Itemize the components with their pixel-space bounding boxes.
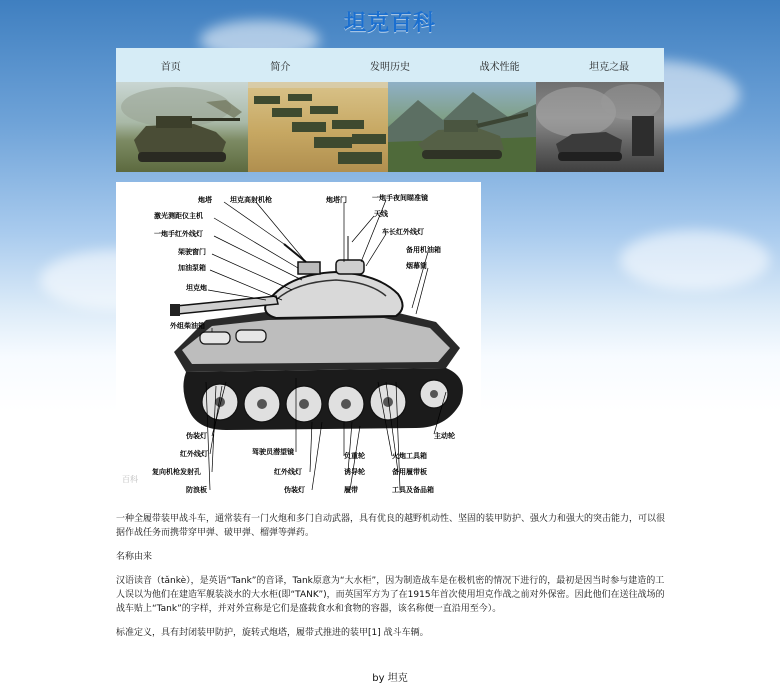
intro-paragraph: 一种全履带装甲战斗车，通常装有一门火炮和多门自动武器，具有优良的越野机动性、坚固的装甲防护、强火力和强大的突击能力，可以很据作战任务而携带穿甲弹、破甲弹、榴弹等弹药。 bbox=[116, 514, 666, 538]
label-ir-light: 红外线灯 bbox=[180, 449, 208, 458]
main-nav bbox=[116, 48, 664, 82]
nav-item-home[interactable]: 首页 bbox=[160, 61, 181, 73]
banner-gallery bbox=[116, 82, 664, 172]
label-external-fuel-tank: 外组柴油箱 bbox=[170, 321, 205, 330]
label-tank-gun: 坦克炮 bbox=[186, 283, 207, 292]
nav-item-records[interactable]: 坦克之最 bbox=[589, 61, 630, 73]
origin-paragraph: 汉语读音（tǎnkè），是英语“Tank”的音译，Tank原意为“大水柜”，因为制造战车是在极机密的情况下进行的，最初是因当时参与建造的工人误以为他们在建造军舰装淡水的大水柜(即“TANK”)，而英国军方为了在1915年首次使用坦克作战之前对外保密。因此他们在送往战场的战车贴上“Tank”的字样，并对外宣称是它们是盛载食水和食物的容器，该名称便一直沿用至今）。 bbox=[116, 576, 665, 614]
banner-image-tank-column bbox=[248, 82, 388, 172]
label-smoke-canister: 烟幕筒 bbox=[406, 261, 427, 270]
diagram-watermark: 百科 bbox=[122, 475, 138, 484]
label-antenna: 天线 bbox=[374, 209, 388, 218]
site-title: 坦克百科 bbox=[343, 10, 436, 36]
nav-item-tactics[interactable]: 战术性能 bbox=[479, 61, 520, 73]
label-machine-gun-port: 复向机枪发射孔 bbox=[152, 467, 201, 476]
banner-image-tank-dust bbox=[116, 82, 248, 172]
article-content bbox=[116, 512, 671, 650]
label-spare-track-plate: 备用履带板 bbox=[392, 467, 427, 476]
label-splash-board: 防浪板 bbox=[186, 485, 207, 494]
label-ir-light-2: 红外线灯 bbox=[274, 467, 302, 476]
label-drive-wheel: 主动轮 bbox=[434, 431, 455, 440]
label-track: 履带 bbox=[344, 485, 358, 494]
label-gunner-ir-light: 一炮手红外线灯 bbox=[154, 229, 203, 238]
label-tool-spares-box: 工具及备品箱 bbox=[392, 485, 434, 494]
label-laser-rangefinder: 激光测距仪主机 bbox=[154, 211, 203, 220]
definition-paragraph: 标准定义，具有封闭装甲防护，旋转式炮塔，履带式推进的装甲[1] 战斗车辆。 bbox=[116, 628, 429, 638]
label-camouflage-light: 伪装灯 bbox=[186, 431, 207, 440]
cloud-decoration bbox=[620, 230, 770, 290]
label-road-wheel: 负重轮 bbox=[344, 451, 365, 460]
footer-credit: by 坦克 bbox=[372, 673, 408, 684]
label-turret-hatch: 炮塔门 bbox=[326, 195, 347, 204]
label-driver-hatch: 架驶窗门 bbox=[178, 247, 206, 256]
label-driver-periscope: 驾驶员潜望镜 bbox=[252, 447, 294, 456]
label-spare-oil-tank: 备用机油箱 bbox=[406, 245, 441, 254]
nav-item-history[interactable]: 发明历史 bbox=[369, 61, 410, 73]
label-night-sight: 一炮手夜间瞄准镜 bbox=[372, 193, 428, 202]
tank-diagram bbox=[116, 182, 481, 504]
label-camouflage-light-2: 伪装灯 bbox=[284, 485, 305, 494]
banner-image-tank-mountain bbox=[388, 82, 536, 172]
label-idler-wheel: 诱导轮 bbox=[344, 467, 365, 476]
label-fuel-pump-box: 加油泵箱 bbox=[178, 263, 206, 272]
section-heading-name-origin: 名称由来 bbox=[116, 552, 153, 562]
banner-image-tank-smoke bbox=[536, 82, 664, 172]
label-gun-tool-box: 火炮工具箱 bbox=[392, 451, 427, 460]
label-aa-machine-gun: 坦克高射机枪 bbox=[230, 195, 272, 204]
nav-item-intro[interactable]: 简介 bbox=[270, 61, 291, 73]
label-commander-ir-light: 车长红外线灯 bbox=[382, 227, 424, 236]
label-turret: 炮塔 bbox=[198, 195, 212, 204]
